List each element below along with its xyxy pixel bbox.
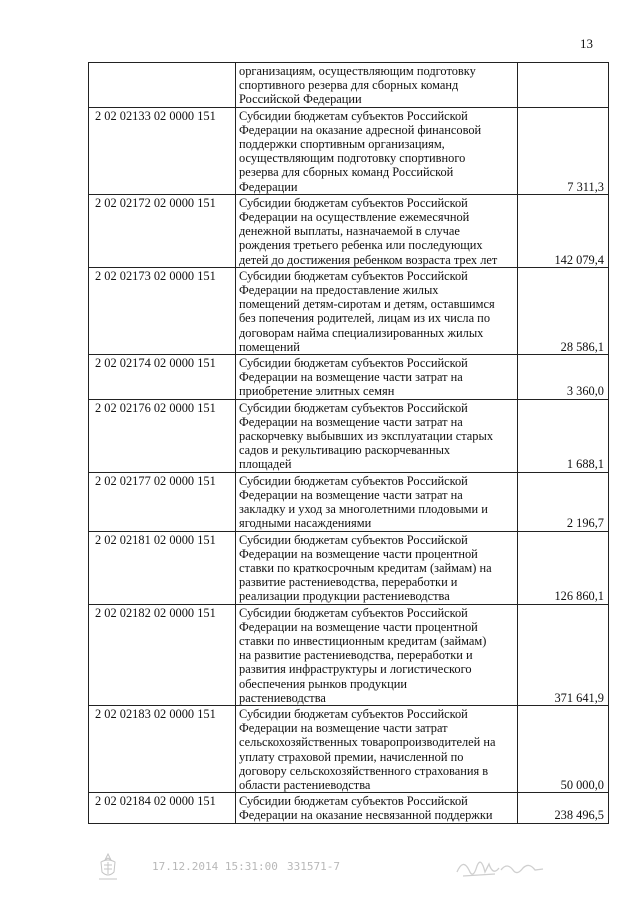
description-line: помещений детям-сиротам и детям, оставшимся xyxy=(239,297,495,312)
income-description xyxy=(236,194,518,267)
description-line: договору сельскохозяйственного страхования в xyxy=(239,763,489,778)
income-description xyxy=(236,793,518,823)
amount-value: 1 688,1 xyxy=(518,399,609,472)
classification-code: 2 02 02182 02 0000 151 xyxy=(89,604,236,705)
amount-value: 3 360,0 xyxy=(518,355,609,400)
amount-value xyxy=(518,63,609,108)
income-description xyxy=(236,63,518,108)
description-line: договорам найма специализированных жилых xyxy=(239,325,484,340)
classification-code: 2 02 02174 02 0000 151 xyxy=(89,355,236,400)
income-description xyxy=(236,107,518,194)
description-line: Федерации xyxy=(239,179,298,194)
description-line: Субсидии бюджетам субъектов Российской xyxy=(239,532,468,547)
description-line: развития инфраструктуры и логистического xyxy=(239,662,472,677)
description-line: Субсидии бюджетам субъектов Российской xyxy=(239,400,468,415)
description-line: ставки по краткосрочным кредитам (займам) на xyxy=(239,560,492,575)
description-line: закладку и уход за многолетними плодовыми и xyxy=(239,502,488,517)
amount-value: 126 860,1 xyxy=(518,531,609,604)
description-line: садов и рекультивацию раскорчеванных xyxy=(239,443,451,458)
description-line: Федерации на возмещение части затрат на xyxy=(239,370,463,385)
table-row xyxy=(89,355,609,400)
description-line: площадей xyxy=(239,457,292,472)
classification-code: 2 02 02183 02 0000 151 xyxy=(89,705,236,792)
description-line: резерва для сборных команд Российской xyxy=(239,165,454,180)
table-row xyxy=(89,793,609,823)
budget-table xyxy=(88,62,609,824)
emblem-stamp-icon xyxy=(96,852,120,882)
table-row xyxy=(89,472,609,531)
description-line: приобретение элитных семян xyxy=(239,384,395,399)
classification-code: 2 02 02176 02 0000 151 xyxy=(89,399,236,472)
classification-code: 2 02 02173 02 0000 151 xyxy=(89,267,236,354)
income-description xyxy=(236,472,518,531)
description-line: сельскохозяйственных товаропроизводителей на xyxy=(239,735,496,750)
description-line: Субсидии бюджетам субъектов Российской xyxy=(239,794,468,809)
description-line: осуществляющим подготовку спортивного xyxy=(239,151,466,166)
table-row xyxy=(89,604,609,705)
page-footer xyxy=(0,852,640,892)
description-line: спортивного резерва для сборных команд xyxy=(239,78,459,93)
classification-code xyxy=(89,63,236,108)
description-line: уплату страховой премии, начисленной по xyxy=(239,749,464,764)
description-line: Федерации на возмещение части затрат xyxy=(239,721,448,736)
description-line: Федерации на возмещение части затрат на xyxy=(239,414,463,429)
table-row xyxy=(89,267,609,354)
amount-value: 50 000,0 xyxy=(518,705,609,792)
description-line: Субсидии бюджетам субъектов Российской xyxy=(239,473,468,488)
description-line: Федерации на оказание адресной финансовой xyxy=(239,122,482,137)
description-line: Субсидии бюджетам субъектов Российской xyxy=(239,268,468,283)
income-description xyxy=(236,604,518,705)
table-row xyxy=(89,705,609,792)
description-line: растениеводства xyxy=(239,690,326,705)
description-line: Федерации на предоставление жилых xyxy=(239,283,439,298)
table-row xyxy=(89,107,609,194)
amount-value: 28 586,1 xyxy=(518,267,609,354)
description-line: Российской Федерации xyxy=(239,92,362,107)
description-line: ставки по инвестиционным кредитам (займам) xyxy=(239,633,487,648)
income-description xyxy=(236,267,518,354)
description-line: денежной выплаты, назначаемой в случае xyxy=(239,224,460,239)
classification-code: 2 02 02184 02 0000 151 xyxy=(89,793,236,823)
page-number: 13 xyxy=(580,36,593,51)
classification-code: 2 02 02181 02 0000 151 xyxy=(89,531,236,604)
description-line: Федерации на осуществление ежемесячной xyxy=(239,210,470,225)
description-line: реализации продукции растениеводства xyxy=(239,589,450,604)
footer-date: 17.12.2014 15:31:00 xyxy=(152,860,278,873)
description-line: без попечения родителей, лицам из их числа по xyxy=(239,311,491,326)
budget-table-body xyxy=(89,63,609,824)
description-line: Федерации на возмещение части процентной xyxy=(239,546,478,561)
description-line: Субсидии бюджетам субъектов Российской xyxy=(239,706,468,721)
signature-icon xyxy=(455,852,545,886)
description-line: ягодными насаждениями xyxy=(239,516,372,531)
income-description xyxy=(236,705,518,792)
description-line: раскорчевку выбывших из эксплуатации старых xyxy=(239,429,494,444)
table-row xyxy=(89,63,609,108)
classification-code: 2 02 02177 02 0000 151 xyxy=(89,472,236,531)
description-line: рождения третьего ребенка или последующих xyxy=(239,238,483,253)
description-line: организациям, осуществляющим подготовку xyxy=(239,64,476,78)
classification-code: 2 02 02172 02 0000 151 xyxy=(89,194,236,267)
description-line: Субсидии бюджетам субъектов Российской xyxy=(239,195,468,210)
description-line: Федерации на возмещение части затрат на xyxy=(239,487,463,502)
description-line: Субсидии бюджетам субъектов Российской xyxy=(239,605,468,620)
description-line: поддержки спортивным организациям, xyxy=(239,137,445,152)
description-line: детей до достижения ребенком возраста трех лет xyxy=(239,252,498,267)
description-line: Субсидии бюджетам субъектов Российской xyxy=(239,108,468,123)
table-row xyxy=(89,399,609,472)
description-line: Субсидии бюджетам субъектов Российской xyxy=(239,356,468,371)
amount-value: 371 641,9 xyxy=(518,604,609,705)
income-description xyxy=(236,531,518,604)
description-line: на развитие растениеводства, переработки и xyxy=(239,648,473,663)
description-line: развитие растениеводства, переработки и xyxy=(239,575,458,590)
income-description xyxy=(236,399,518,472)
footer-document-code: 331571-7 xyxy=(287,860,340,873)
amount-value: 142 079,4 xyxy=(518,194,609,267)
amount-value: 7 311,3 xyxy=(518,107,609,194)
description-line: обеспечения рынков продукции xyxy=(239,676,408,691)
amount-value: 2 196,7 xyxy=(518,472,609,531)
table-row xyxy=(89,531,609,604)
description-line: Федерации на возмещение части процентной xyxy=(239,619,478,634)
income-description xyxy=(236,355,518,400)
description-line: помещений xyxy=(239,339,300,354)
table-row xyxy=(89,194,609,267)
description-line: области растениеводства xyxy=(239,777,371,792)
classification-code: 2 02 02133 02 0000 151 xyxy=(89,107,236,194)
amount-value: 238 496,5 xyxy=(518,793,609,823)
description-line: Федерации на оказание несвязанной поддержки xyxy=(239,808,493,823)
